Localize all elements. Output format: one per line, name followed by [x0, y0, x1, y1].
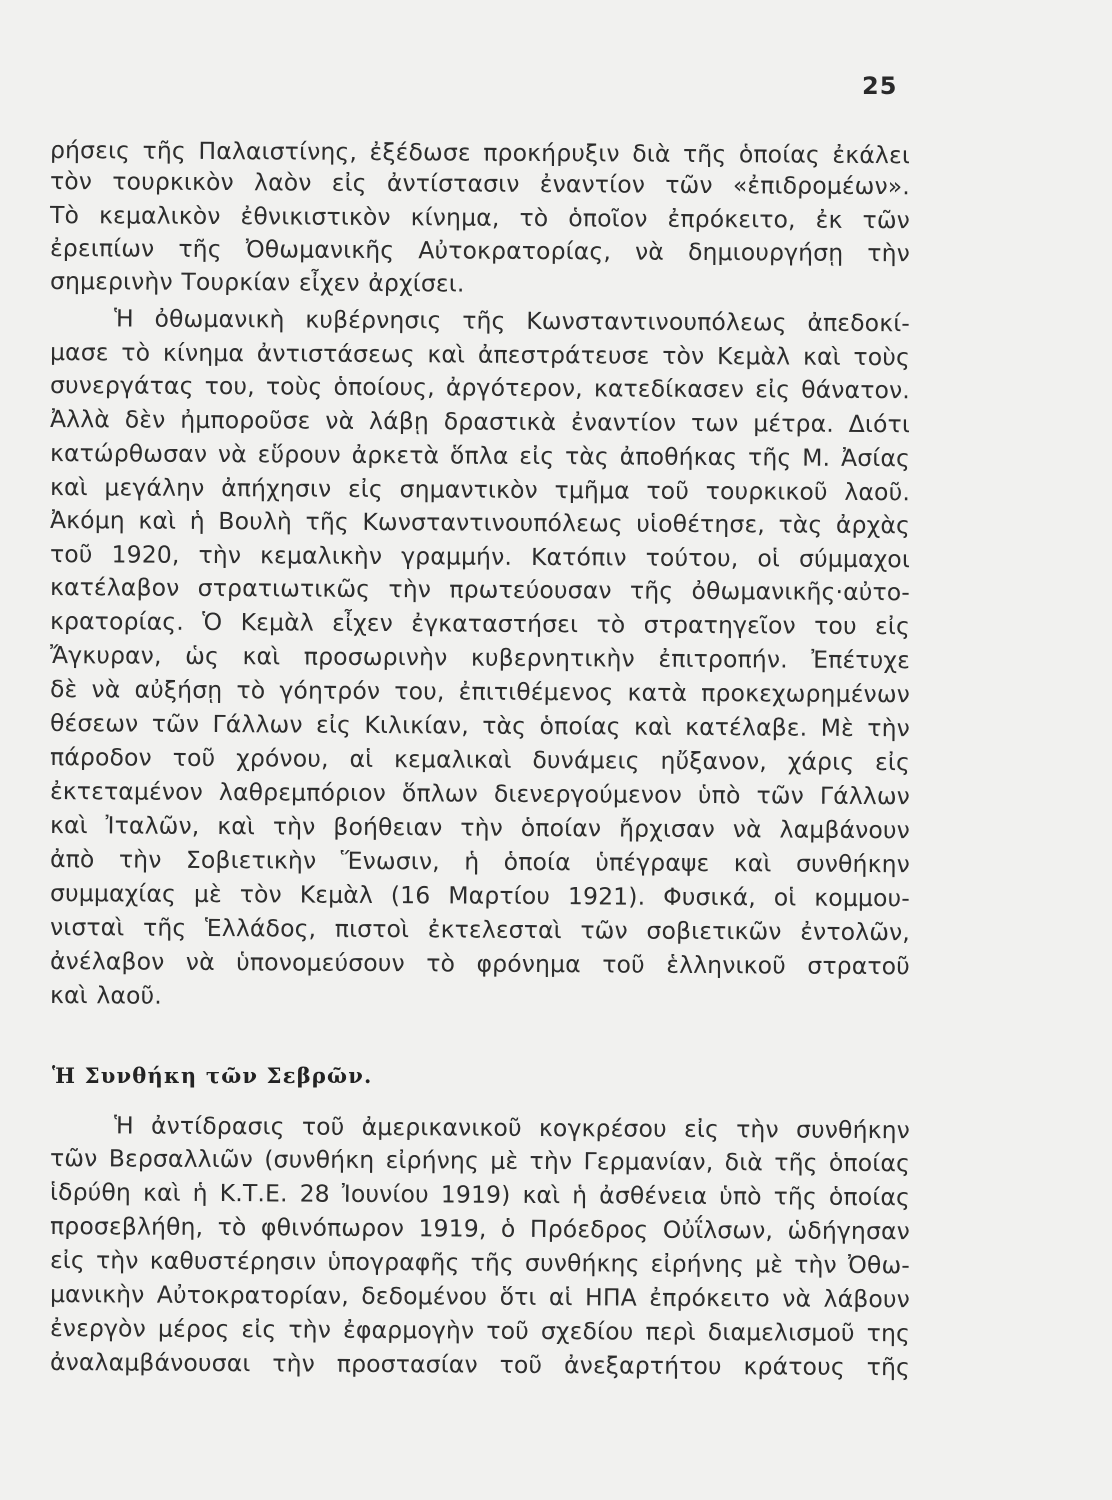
text-line: συνεργάτας του, τοὺς ὁποίους, ἀργότερον, κατεδίκασεν εἰς θάνατον.	[49, 371, 911, 405]
text-line: Τὸ κεμαλικὸν ἐθνικιστικὸν κίνημα, τὸ ὁποῖον ἐπρόκειτο, ἐκ τῶν	[49, 201, 911, 235]
text-line: κατέλαβον στρατιωτικῶς τὴν πρωτεύουσαν τῆς ὀθωμανικῆς·αὐτο-	[49, 573, 911, 607]
section-heading: Ἡ Συνθήκη τῶν Σεβρῶν.	[52, 1063, 373, 1088]
text-line: ἱδρύθη καὶ ἡ Κ.Τ.Ε. 28 Ἰουνίου 1919) καὶ ἡ ἀσθένεια ὑπὸ τῆς ὁποίας	[49, 1178, 911, 1212]
text-line: Ἡ ὀθωμανικὴ κυβέρνησις τῆς Κωνσταντινουπόλεως ἀπεδοκί-	[113, 304, 911, 338]
text-line: τοῦ 1920, τὴν κεμαλικὴν γραμμήν. Κατόπιν τούτου, οἱ σύμμαχοι	[49, 540, 911, 574]
text-line: καὶ μεγάλην ἀπήχησιν εἰς σημαντικὸν τμῆμα τοῦ τουρκικοῦ λαοῦ.	[49, 473, 911, 507]
text-line: ρήσεις τῆς Παλαιστίνης, ἐξέδωσε προκήρυξιν διὰ τῆς ὁποίας ἐκάλει	[49, 136, 911, 170]
text-line: ἐρειπίων τῆς Ὀθωμανικῆς Αὐτοκρατορίας, νὰ δημιουργήσῃ τὴν	[49, 234, 911, 268]
text-line: ἀπὸ τὴν Σοβιετικὴν Ἕνωσιν, ἡ ὁποία ὑπέγραψε καὶ συνθήκην	[49, 845, 911, 879]
text-line: κατώρθωσαν νὰ εὕρουν ἀρκετὰ ὅπλα εἰς τὰς ἀποθήκας τῆς Μ. Ἀσίας	[49, 439, 911, 473]
text-line: νισταὶ τῆς Ἑλλάδος, πιστοὶ ἐκτελεσταὶ τῶν σοβιετικῶν ἐντολῶν,	[49, 913, 911, 947]
text-line: σημερινὴν Τουρκίαν εἶχεν ἀρχίσει.	[49, 267, 465, 298]
text-line: μανικὴν Αὐτοκρατορίαν, δεδομένου ὅτι αἱ ΗΠΑ ἐπρόκειτο νὰ λάβουν	[49, 1280, 911, 1314]
text-line: ἐκτεταμένον λαθρεμπόριον ὅπλων διενεργούμενον ὑπὸ τῶν Γάλλων	[49, 777, 911, 811]
text-line: τῶν Βερσαλλιῶν (συνθήκη εἰρήνης μὲ τὴν Γερμανίαν, διὰ τῆς ὁποίας	[49, 1144, 911, 1178]
text-line: Ἡ ἀντίδρασις τοῦ ἀμερικανικοῦ κογκρέσου εἰς τὴν συνθήκην	[113, 1111, 911, 1145]
text-line: καὶ Ἰταλῶν, καὶ τὴν βοήθειαν τὴν ὁποίαν ἤρχισαν νὰ λαμβάνουν	[49, 811, 911, 845]
text-line: ἐνεργὸν μέρος εἰς τὴν ἐφαρμογὴν τοῦ σχεδίου περὶ διαμελισμοῦ της	[49, 1314, 911, 1348]
text-line: ἀνέλαβον νὰ ὑπονομεύσουν τὸ φρόνημα τοῦ ἑλληνικοῦ στρατοῦ	[49, 947, 911, 981]
page-number: 25	[862, 72, 898, 100]
text-line: εἰς τὴν καθυστέρησιν ὑπογραφῆς τῆς συνθήκης εἰρήνης μὲ τὴν Ὀθω-	[49, 1246, 911, 1280]
text-line: Ἀκόμη καὶ ἡ Βουλὴ τῆς Κωνσταντινουπόλεως υἱοθέτησε, τὰς ἀρχὰς	[49, 506, 911, 540]
text-line: πάροδον τοῦ χρόνου, αἱ κεμαλικαὶ δυνάμεις ηὔξανον, χάρις εἰς	[49, 743, 911, 777]
text-line: προσεβλήθη, τὸ φθινόπωρον 1919, ὁ Πρόεδρος Οὐΐλσων, ὡδήγησαν	[49, 1212, 911, 1246]
text-line: Ἄγκυραν, ὡς καὶ προσωρινὴν κυβερνητικὴν ἐπιτροπήν. Ἐπέτυχε	[49, 641, 911, 675]
text-line: Ἀλλὰ δὲν ἠμποροῦσε νὰ λάβῃ δραστικὰ ἐναντίον των μέτρα. Διότι	[49, 405, 911, 439]
text-line: μασε τὸ κίνημα ἀντιστάσεως καὶ ἀπεστράτευσε τὸν Κεμὰλ καὶ τοὺς	[49, 338, 911, 372]
text-line: κρατορίας. Ὁ Κεμὰλ εἶχεν ἐγκαταστήσει τὸ στρατηγεῖον του εἰς	[49, 607, 911, 641]
text-line: τὸν τουρκικὸν λαὸν εἰς ἀντίστασιν ἐναντίον τῶν «ἐπιδρομέων».	[49, 167, 911, 201]
text-line: συμμαχίας μὲ τὸν Κεμὰλ (16 Μαρτίου 1921). Φυσικά, οἱ κομμου-	[49, 879, 911, 913]
text-line: θέσεων τῶν Γάλλων εἰς Κιλικίαν, τὰς ὁποίας καὶ κατέλαβε. Μὲ τὴν	[49, 709, 911, 743]
text-line: δὲ νὰ αὐξήσῃ τὸ γόητρόν του, ἐπιτιθέμενος κατὰ προκεχωρημένων	[49, 675, 911, 709]
text-line: ἀναλαμβάνουσαι τὴν προστασίαν τοῦ ἀνεξαρτήτου κράτους τῆς	[49, 1348, 911, 1382]
text-line: καὶ λαοῦ.	[49, 981, 163, 1010]
